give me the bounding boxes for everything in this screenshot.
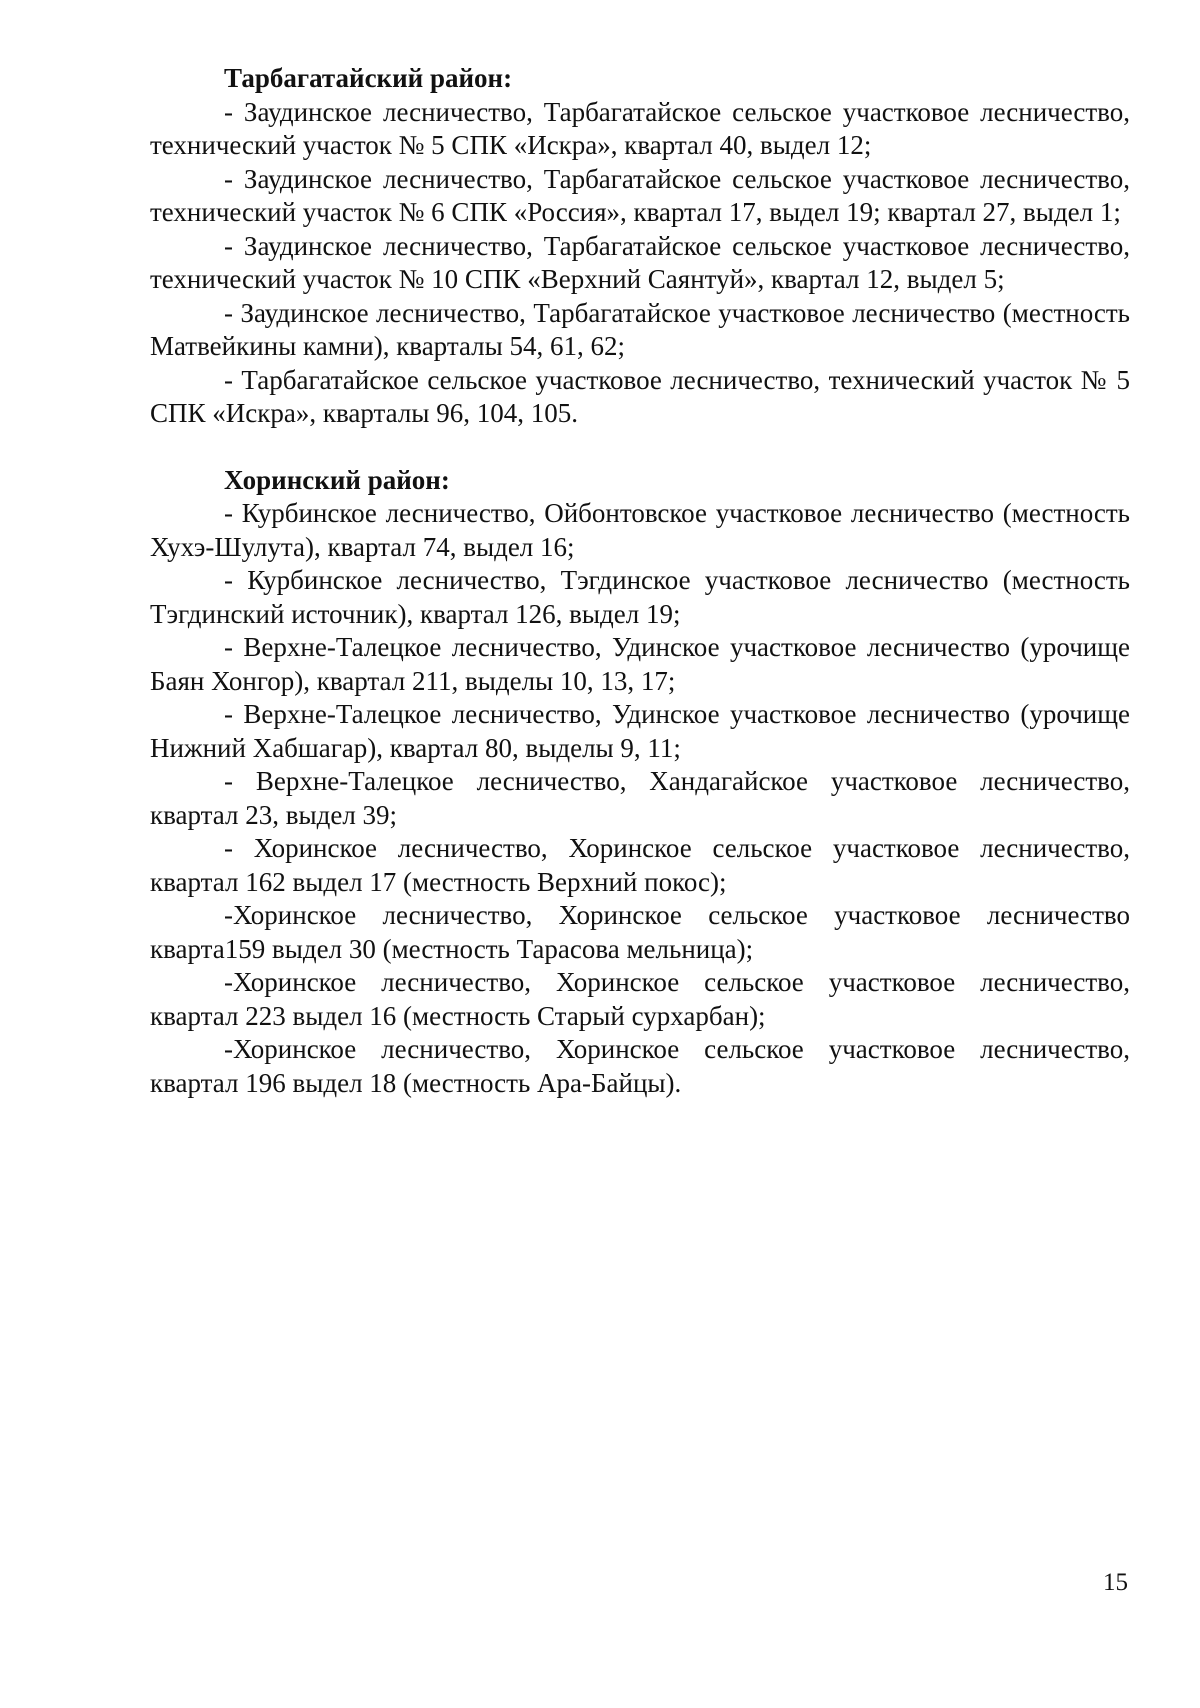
list-item: -Хоринское лесничество, Хоринское сельское участковое лесничество кварта159 выдел 30 (местность Тарасова мельница); [150, 900, 1130, 964]
document-body [150, 62, 1130, 1100]
section-title: Хоринский район: [224, 464, 450, 495]
section-title: Тарбагатайский район: [224, 63, 513, 93]
list-item: - Верхне-Талецкое лесничество, Удинское участковое лесничество (урочище Баян Хонгор), квартал 211, выделы 10, 13, 17; [150, 632, 1130, 696]
list-item: - Курбинское лесничество, Ойбонтовское участковое лесничество (местность Хухэ-Шулута), квартал 74, выдел 16; [150, 498, 1130, 562]
page-number: 15 [1103, 1569, 1128, 1596]
list-item: - Заудинское лесничество, Тарбагатайское сельское участковое лесничество, технический участок № 5 СПК «Искра», квартал 40, выдел 12; [150, 96, 1130, 160]
list-item: - Заудинское лесничество, Тарбагатайское сельское участковое лесничество, технический участок № 10 СПК «Верхний Саянтуй», квартал 12, выдел 5; [150, 230, 1130, 294]
list-item: -Хоринское лесничество, Хоринское сельское участковое лесничество, квартал 196 выдел 18 (местность Ара-Байцы). [150, 1034, 1130, 1098]
list-item: - Хоринское лесничество, Хоринское сельское участковое лесничество, квартал 162 выдел 17 (местность Верхний покос); [150, 833, 1130, 897]
list-item: - Тарбагатайское сельское участковое лесничество, технический участок № 5 СПК «Искра», кварталы 96, 104, 105. [150, 364, 1130, 428]
list-item: - Курбинское лесничество, Тэгдинское участковое лесничество (местность Тэгдинский источник), квартал 126, выдел 19; [150, 565, 1130, 629]
list-item: - Верхне-Талецкое лесничество, Удинское участковое лесничество (урочище Нижний Хабшагар), квартал 80, выделы 9, 11; [150, 699, 1130, 763]
list-item: -Хоринское лесничество, Хоринское сельское участковое лесничество, квартал 223 выдел 16 (местность Старый сурхарбан); [150, 967, 1130, 1031]
list-item: - Заудинское лесничество, Тарбагатайское сельское участковое лесничество, технический участок № 6 СПК «Россия», квартал 17, выдел 19; квартал 27, выдел 1; [150, 163, 1130, 227]
list-item: - Верхне-Талецкое лесничество, Хандагайское участковое лесничество, квартал 23, выдел 39; [150, 766, 1130, 830]
section-tarbagatai [150, 62, 1130, 431]
list-item: - Заудинское лесничество, Тарбагатайское участковое лесничество (местность Матвейкины камни), кварталы 54, 61, 62; [150, 297, 1130, 361]
section-khorinsk [150, 464, 1130, 1101]
